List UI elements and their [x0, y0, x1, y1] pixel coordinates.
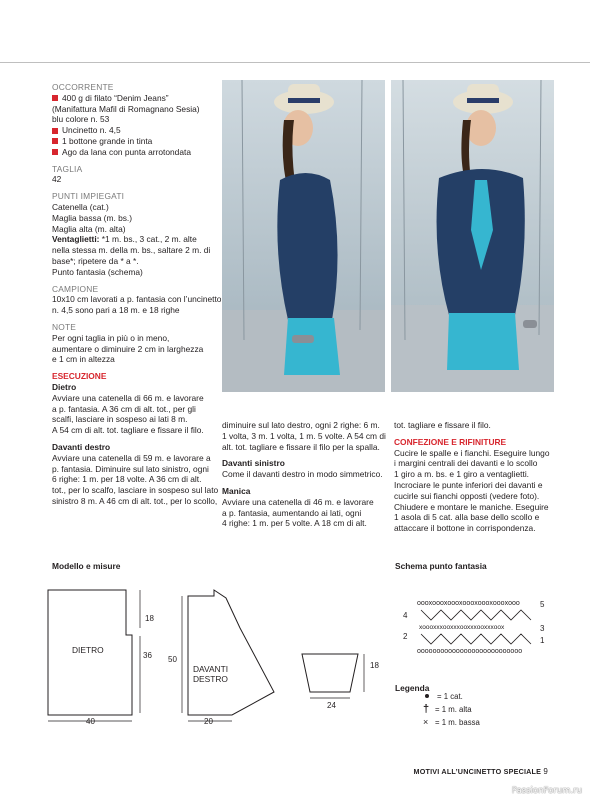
davanti-label-2: DESTRO	[193, 674, 228, 684]
legend-alta-text: = 1 m. alta	[435, 705, 472, 714]
confezione-line: Chiudere e montare le maniche. Eseguire	[394, 501, 549, 512]
manica-width: 24	[327, 701, 336, 710]
occorrente-line-text: Ago da lana con punta arrotondata	[52, 147, 191, 157]
single-crochet-icon: ×	[423, 717, 429, 727]
dietro-title: Dietro	[52, 381, 77, 392]
taglia-value: 42	[52, 174, 62, 185]
materials-column	[52, 82, 230, 507]
note-line: Per ogni taglia in più o in meno,	[52, 332, 170, 343]
manica-title: Manica	[222, 485, 251, 496]
stitch-row-3: xoooxxxooxxxooxxxooxxxoox	[419, 624, 505, 631]
instructions-column-3	[394, 420, 564, 534]
dietro-height-bottom: 36	[143, 651, 152, 660]
double-crochet-icon: †	[423, 703, 430, 715]
schema-title: Schema punto fantasia	[395, 561, 487, 571]
manica-line: Avviare una catenella di 46 m. e lavorare	[222, 496, 374, 507]
ventaglietti-line: base*; ripetere da * a *.	[52, 255, 139, 266]
dietro-height-top: 18	[145, 614, 154, 623]
stitch-row-1: ooooooooooooooooooooooooooo	[417, 648, 523, 655]
davanti-width: 20	[204, 717, 213, 726]
confezione-heading: CONFEZIONE E RIFINITURE	[394, 436, 507, 447]
esecuzione-heading: ESECUZIONE	[52, 371, 107, 382]
occorrente-line	[52, 136, 230, 147]
legend-row-alta	[425, 704, 472, 714]
occorrente-line	[52, 147, 230, 158]
occorrente-line-text: 400 g di filato “Denim Jeans”	[52, 93, 169, 103]
confezione-line: 1 giro a m. bs. e 1 giro a ventaglietti.	[394, 469, 530, 480]
davanti-destro-line: sinistro 8 m. A 46 cm di alt. tot., per lo scollo,	[52, 495, 218, 506]
confezione-line: attaccare il bottone in corrispondenza.	[394, 523, 536, 534]
punti-line: Maglia alta (m. alta)	[52, 223, 126, 234]
occorrente-heading: OCCORRENTE	[52, 82, 114, 92]
confezione-line: 1 asola di 5 cat. alla base dello scollo e	[394, 512, 540, 523]
ventaglietti-text: *1 m. bs., 3 cat., 2 m. alte	[99, 234, 197, 245]
stitch-row-4	[421, 610, 531, 620]
ventaglietti-block	[52, 234, 230, 245]
davanti-destro-line: alt. tot. tagliare e fissare il filo per la spalla.	[222, 441, 380, 452]
footer-magazine-title: MOTIVI ALL’UNCINETTO SPECIALE	[413, 767, 542, 776]
occorrente-line	[52, 104, 230, 115]
davanti-label-1: DAVANTI	[193, 664, 229, 674]
campione-heading: CAMPIONE	[52, 283, 99, 294]
manica-outline	[302, 654, 358, 692]
schema-row-5: 5	[540, 600, 545, 609]
punti-heading: PUNTI IMPIEGATI	[52, 191, 125, 202]
davanti-destro-line: diminuire sul lato destro, ogni 2 righe: 6 m.	[222, 420, 380, 430]
stitch-chart	[413, 596, 538, 656]
taglia-heading: TAGLIA	[52, 163, 83, 174]
confezione-line: cucirle sui fianchi opposti (vedere foto).	[394, 490, 540, 501]
chain-stitch-icon	[425, 694, 429, 698]
legend-cat-text: = 1 cat.	[437, 692, 463, 701]
occorrente-line-text: Uncinetto n. 4,5	[52, 125, 121, 135]
model-photo-front	[391, 80, 554, 392]
legenda-title: Legenda	[395, 683, 430, 693]
davanti-destro-line: Avviare una catenella di 59 m. e lavorare a	[52, 452, 211, 463]
ventaglietti-line: nella stessa m. della m. bs., saltare 2 m. di	[52, 245, 211, 256]
dietro-width: 40	[86, 717, 95, 726]
occorrente-line-text: blu colore n. 53	[52, 114, 110, 125]
page-number: 9	[543, 767, 548, 776]
campione-line: 10x10 cm lavorati a p. fantasia con l’uncinetto	[52, 294, 222, 305]
manica-line: a p. fantasia, aumentando ai lati, ogni	[222, 507, 362, 518]
occorrente-line-text: 1 bottone grande in tinta	[52, 136, 152, 146]
schema-row-1: 1	[540, 636, 545, 645]
schema-row-2: 2	[403, 632, 408, 641]
punto-fantasia-line: Punto fantasia (schema)	[52, 266, 143, 277]
model-photo-side	[222, 80, 385, 392]
manica-line: tot. tagliare e fissare il filo.	[394, 420, 491, 430]
stitch-row-2	[421, 634, 531, 644]
punti-line: Catenella (cat.)	[52, 201, 109, 212]
legend-row-bassa	[425, 717, 480, 727]
dietro-label: DIETRO	[72, 645, 104, 655]
confezione-line: Incrociare le punte inferiori dei davanti e	[394, 479, 543, 490]
model-photo-front-image	[391, 80, 554, 392]
dietro-line: Avviare una catenella di 66 m. e lavorare	[52, 392, 204, 403]
davanti-destro-line: tot., per lo scalfo, lasciare in sospeso sul lato	[52, 485, 219, 496]
legend-bassa-text: = 1 m. bassa	[435, 718, 480, 727]
confezione-line: Cucire le spalle e i fianchi. Eseguire lungo	[394, 447, 550, 458]
top-rule	[0, 62, 590, 63]
davanti-destro-line: p. fantasia. Diminuire sul lato sinistro, ogni	[52, 463, 209, 474]
watermark-text: PassionForum.ru	[511, 786, 582, 796]
svg-text:oooxoooxoooxoooxoooxoooxooo: oooxoooxoooxoooxoooxoooxooo	[417, 600, 520, 607]
dietro-line: a p. fantasia. A 36 cm di alt. tot., per gli	[52, 403, 196, 414]
note-line: aumentare o diminuire 2 cm in larghezza	[52, 343, 204, 354]
schema-row-4: 4	[403, 611, 408, 620]
occorrente-list	[52, 93, 230, 158]
davanti-outline	[188, 590, 274, 715]
occorrente-line	[52, 125, 230, 136]
confezione-line: i margini centrali dei davanti e lo scollo	[394, 458, 538, 469]
dietro-line: A 54 cm di alt. tot. tagliare e fissare il filo.	[52, 425, 204, 436]
campione-line: n. 4,5 sono pari a 18 m. e 18 righe	[52, 305, 180, 316]
note-heading: NOTE	[52, 321, 77, 332]
legend-row-cat	[425, 692, 463, 701]
davanti-destro-line: 6 righe: 1 m. per 18 volte. A 36 cm di alt.	[52, 474, 202, 485]
davanti-destro-line: 1 volta, 3 m. 1 volta, 1 m. 5 volte. A 54 cm di	[222, 430, 386, 441]
punti-line: Maglia bassa (m. bs.)	[52, 212, 133, 223]
stitch-row-5	[417, 600, 520, 607]
occorrente-line-text: (Manifattura Mafil di Romagnano Sesia)	[52, 103, 200, 114]
instructions-column-2	[222, 420, 392, 529]
dietro-line: scalfi, lasciare in sospeso ai lati 8 m.	[52, 414, 188, 425]
model-photo-side-image	[222, 80, 385, 392]
occorrente-line	[52, 114, 230, 125]
davanti-sinistro-title: Davanti sinistro	[222, 458, 285, 469]
note-line: e 1 cm in altezza	[52, 354, 115, 365]
davanti-destro-title: Davanti destro	[52, 441, 111, 452]
schema-row-3: 3	[540, 624, 545, 633]
davanti-height: 50	[168, 655, 177, 664]
manica-height: 18	[370, 661, 379, 670]
modello-title: Modello e misure	[52, 561, 121, 571]
page-footer	[414, 767, 548, 776]
davanti-sinistro-line: Come il davanti destro in modo simmetrico.	[222, 469, 383, 480]
ventaglietti-label: Ventaglietti:	[52, 234, 100, 245]
occorrente-line	[52, 93, 230, 104]
manica-line: 4 righe: 1 m. per 5 volte. A 18 cm di alt.	[222, 518, 367, 529]
